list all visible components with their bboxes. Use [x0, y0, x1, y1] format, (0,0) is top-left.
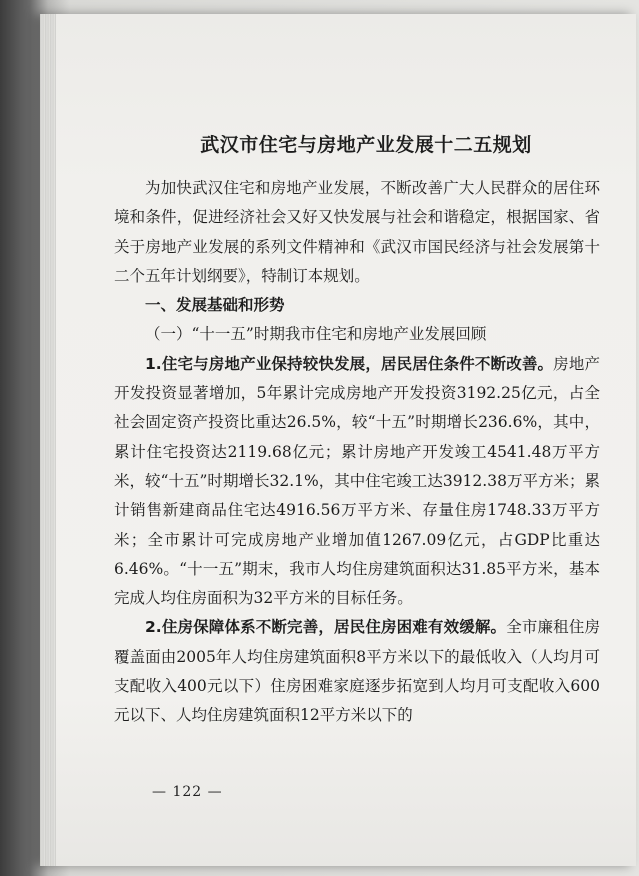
point-2-lead: 2.住房保障体系不断完善，居民住房困难有效缓解。	[145, 618, 507, 637]
point-1-lead: 1.住宅与房地产业保持较快发展，居民居住条件不断改善。	[145, 354, 554, 373]
page-edge-shadow	[40, 14, 56, 866]
point-1-body: 房地产开发投资显著增加，5年累计完成房地产开发投资3192.25亿元，占全社会固定资产投资比重达26.5%，较“十五”时期增长236.6%，其中，累计住宅投资达2119.68亿元；累计房地产开发竣工4541.48万平方米，较“十五”时期增长32.1%，其中住宅竣工达3912.38万平方米；累计销售新建商品住宅达4916.56万平方米、存量住房1748.33万平方米；全市累计可完成房地产业增加值1267.09亿元，占GDP比重达6.46%。“十一五”期末，我市人均住房建筑面积达31.85平方米，基本完成人均住房面积为32平方米的目标任务。	[114, 354, 600, 608]
document-title: 武汉市住宅与房地产业发展十二五规划	[200, 134, 532, 156]
intro-paragraph: 为加快武汉住宅和房地产业发展，不断改善广大人民群众的居住环境和条件，促进经济社会又好又快发展与社会和谐稳定，根据国家、省关于房地产业发展的系列文件精神和《武汉市国民经济与社会发展第十二个五年计划纲要》，特制订本规划。	[114, 179, 600, 285]
subsection-heading: （一）“十一五”时期我市住宅和房地产业发展回顾	[145, 325, 487, 344]
point-1-paragraph	[114, 350, 600, 614]
document-body	[114, 120, 600, 731]
section-heading: 一、发展基础和形势	[145, 296, 285, 315]
point-2-paragraph	[114, 613, 600, 730]
page-number: — 122 —	[152, 784, 223, 800]
point-2-body: 全市廉租住房覆盖面由2005年人均住房建筑面积8平方米以下的最低收入（人均月可支配收入400元以下）住房困难家庭逐步拓宽到人均月可支配收入600元以下、人均住房建筑面积12平方米以下的	[114, 618, 600, 725]
